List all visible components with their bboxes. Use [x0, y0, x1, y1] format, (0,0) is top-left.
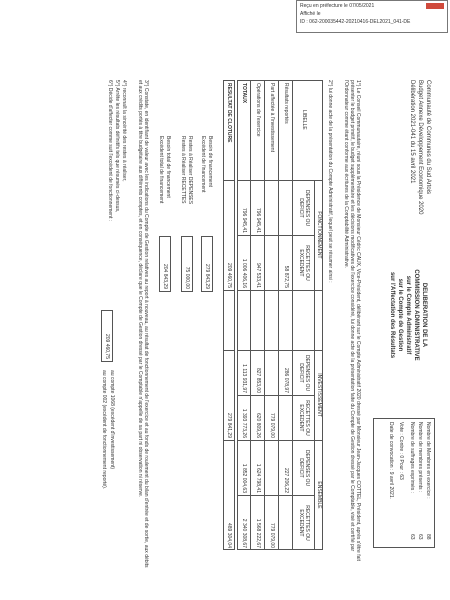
paragraph-5: 5°) Arrête les résultats définitifs tels que résumés ci-dessus, — [114, 80, 120, 213]
cell-i-dep: 827 853,00 — [255, 367, 261, 393]
cell-i-rec: 1 393 773,26 — [241, 408, 247, 438]
subheader-ens-rec: RECETTES OU EXCEDENT — [298, 505, 310, 541]
cell-f-dep: 796 945,41 — [255, 207, 261, 233]
subheader-fonct-dep: DEPENSES OU DEFICIT — [298, 189, 310, 227]
stamp-id-line: ID : 062-200035442-20210416-DEL2021_041-DE — [300, 19, 411, 25]
result-fonct: 209 460,75 — [226, 262, 232, 288]
cell-f-rec: 947 533,41 — [255, 262, 261, 288]
members-present-value: 63 — [417, 534, 423, 540]
org-name: Communauté de Communes du Sud Artois — [425, 80, 431, 195]
title-line-1: DELIBERATION DE LA — [421, 282, 427, 348]
title-line-2: COMMISSION ADMINISTRATIVE — [413, 269, 419, 361]
header-investissement: INVESTISSEMENT — [316, 373, 322, 417]
subheader-invest-dep: DEPENSES OU DEFICIT — [298, 354, 310, 392]
rar-depenses-label: Restes à Réaliser DEPENSES — [187, 136, 193, 205]
rar-recettes-label: Restes à Réaliser RECETTES — [180, 136, 186, 204]
paragraph-3: 3°) Constate, en identifiant de valeur avec les indications du Compte de Gestion relatives au report à nouveau, au résultat de fonctionnement de l'exercice et au fonds de roulement du bilan d'entrée et de sortie, aux débits et aux crédits portés à titre budgétaire aux différents comptes, et en conséquence, déclare que le Compte de Gestion dressé par le Comptable n'appelle de sa part ni observation ni réserve. — [137, 80, 149, 568]
header-fonctionnement: FONCTIONNEMENT — [316, 211, 322, 259]
members-in-office-label: Nombre de Membres en exercice : — [425, 422, 431, 499]
stamp-posted-line: Affiché le — [300, 11, 321, 17]
excedent-total-label: Excédent total de financement — [158, 136, 164, 204]
result-row — [223, 80, 235, 550]
paragraph-4: 4°) reconnaît la sincérité des restes à réaliser, — [121, 80, 127, 182]
besoin-label: Besoin de financement — [207, 136, 213, 187]
cell-f-rec: 1 006 406,16 — [241, 258, 247, 288]
subheader-fonct-rec: RECETTES OU EXCEDENT — [298, 245, 310, 281]
cell-e-rec: 2 340 308,67 — [241, 518, 247, 548]
stamp-received-line: Reçu en préfecture le 07/05/2021 — [300, 3, 375, 9]
paragraph-2: 2°) lui donne acte de la présentation du Compte Administratif, lequel peut se résumer ainsi : — [327, 80, 333, 283]
title-line-5: sur l'Affectation des Résultats — [389, 271, 395, 359]
prefecture-stamp — [296, 0, 448, 33]
votes-cast-value: 63 — [409, 534, 415, 540]
title-line-3: sur le Compte Administratif — [405, 275, 411, 355]
row-label: Opérations de l'exercice — [255, 83, 261, 137]
members-in-office-value: 88 — [425, 534, 431, 540]
stamp-logo-icon — [426, 3, 444, 9]
cell-f-dep: 796 945,41 — [241, 207, 247, 233]
cell-i-rec: 779 079,00 — [269, 412, 275, 438]
besoin-total-label: Besoin total de financement — [165, 136, 171, 198]
document-page — [29, 40, 449, 600]
result-label: RESULTAT DE CLOTURE — [226, 83, 232, 143]
subheader-invest-rec: RECETTES OU EXCEDENT — [298, 400, 310, 436]
besoin-value: 279 843,29 — [204, 263, 210, 289]
cell-e-dep: 1 852 004,63 — [241, 463, 247, 493]
cell-e-dep: 227 206,22 — [283, 467, 289, 493]
excedent-label: Excédent de financement — [200, 136, 206, 193]
vote-result: Vote : Contre : 0 Pour : 63 — [398, 422, 404, 480]
title-line-4: sur le Compte de Gestion — [397, 278, 403, 352]
row-label: Part affectée à l'investissement — [269, 83, 275, 152]
votes-cast-label: Nombre de suffrages exprimés : — [409, 422, 415, 494]
header-ensemble: ENSEMBLE — [316, 481, 322, 509]
allocation-1068: au compte 1068 (excédent d'investissement) — [109, 370, 115, 470]
cell-e-rec: 1 568 222,67 — [255, 518, 261, 548]
deliberation-ref: Délibération 2021-041 du 15 avril 2021 — [409, 80, 415, 184]
rar-value: 75 000,00 — [184, 266, 190, 289]
cell-i-dep: 1 113 931,97 — [241, 364, 247, 393]
cell-i-dep: 286 078,97 — [283, 367, 289, 393]
members-present-label: Nombre de membres présents : — [417, 422, 423, 493]
row-label: Résultats reportés — [283, 83, 289, 124]
convocation-date: Date de convocation : 9 avril 2021. — [388, 422, 394, 499]
row-label: TOTAUX — [241, 83, 247, 104]
allocation-amount: 209 460,75 — [104, 333, 110, 359]
result-invest: 279 841,29 — [226, 412, 232, 438]
subheader-ens-dep: DEPENSES OU DEFICIT — [298, 449, 310, 487]
paragraph-6: 6°) Décide d'affecter comme suit l'excédent de fonctionnement : — [107, 80, 113, 222]
header-libelle: LIBELLE — [301, 110, 307, 130]
budget-name: Budget Annexe Développement Economique 2020 — [417, 80, 423, 215]
allocation-002: au compte 002 (excédent de fonctionnement reporté). — [101, 370, 107, 490]
cell-e-dep: 1 624 798,41 — [255, 463, 261, 493]
cell-e-rec: 779 079,00 — [269, 522, 275, 548]
besoin-total-value: 204 843,29 — [162, 263, 168, 289]
result-ensemble: 489 304,04 — [226, 522, 232, 548]
cell-f-rec: 58 872,75 — [283, 265, 289, 288]
paragraph-1: 1°) Le Conseil Communautaire, réuni sous la Présidence de Monsieur Cédric CAUX, Vice-Président, délibérant sur le Compte Administratif 2020 dressé par Monsieur Jean-Jacques COTTEL, Président, après s'être fait présenter le budget primitif, le budget supplémentaire et les décisions modificatives de l'exercice considéré, lui donne acte de la présentation faite du Compte de Gestion dressé par le Comptable, visé et certifié par l'Ordonnateur comme étant conforme aux écritures de la Comptabilité Administrative. — [343, 80, 361, 561]
cell-i-rec: 620 809,26 — [255, 412, 261, 438]
